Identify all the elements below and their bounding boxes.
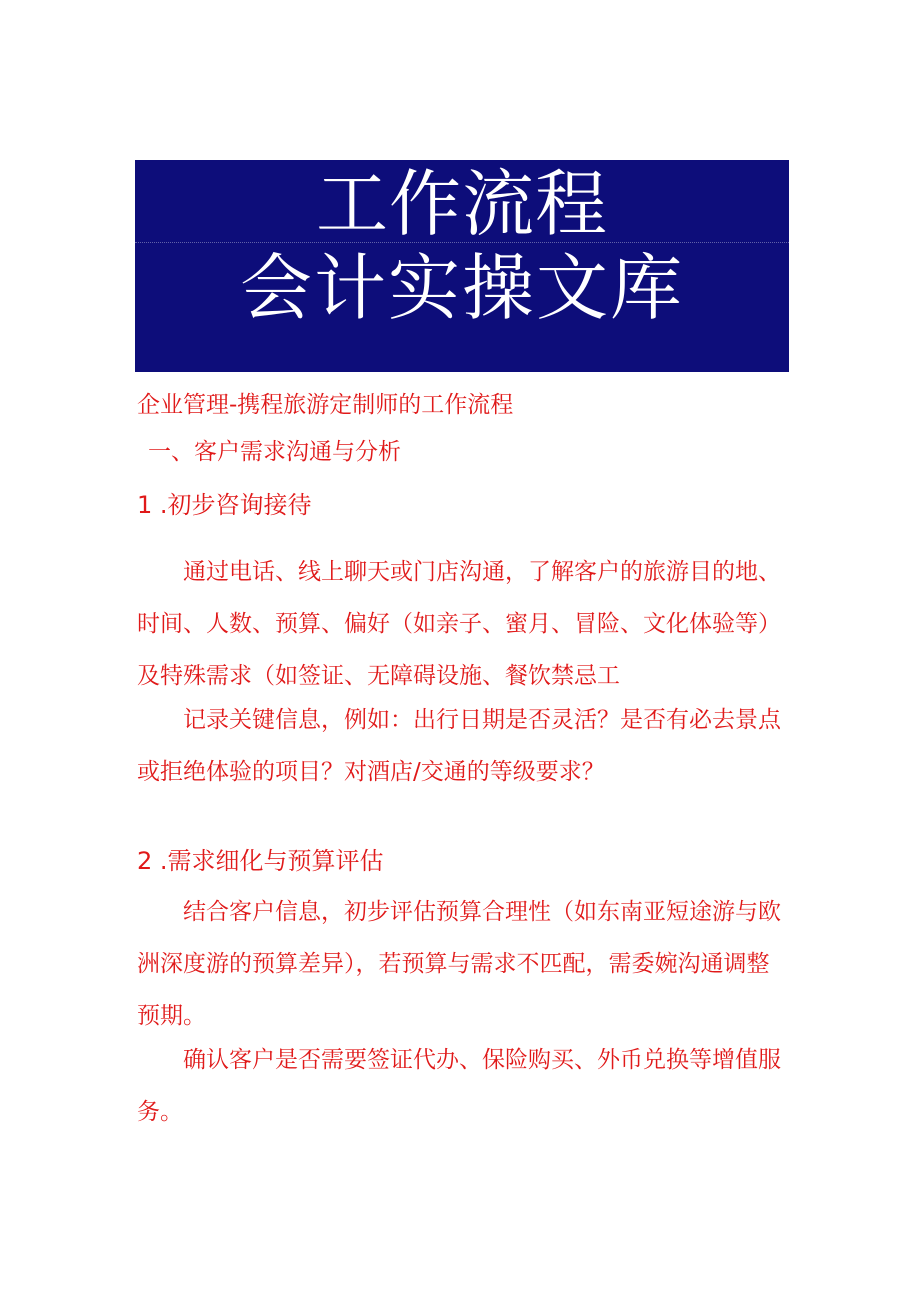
- banner-title-line2: 会计实操文库: [239, 246, 684, 330]
- banner-title-line1: 工作流程: [315, 162, 608, 246]
- document-title: 企业管理-携程旅游定制师的工作流程: [137, 392, 514, 418]
- paragraph-2: 记录关键信息，例如：出行日期是否灵活？是否有必去景点或拒绝体验的项目？对酒店/交通的等级要求？: [137, 707, 781, 785]
- paragraph-1: 通过电话、线上聊天或门店沟通，了解客户的旅游目的地、时间、人数、预算、偏好（如亲子、蜜月、冒险、文化体验等）及特殊需求（如签证、无障碍设施、餐饮禁忌工: [137, 559, 781, 689]
- subheading-2: 2 .需求细化与预算评估: [137, 847, 384, 875]
- section-heading-1: 一、客户需求沟通与分析: [148, 439, 401, 465]
- banner-divider: [135, 242, 789, 243]
- paragraph-4: 确认客户是否需要签证代办、保险购买、外币兑换等增值服务。: [137, 1047, 781, 1125]
- subheading-1: 1 .初步咨询接待: [137, 491, 312, 519]
- paragraph-3: 结合客户信息，初步评估预算合理性（如东南亚短途游与欧洲深度游的预算差异），若预算与需求不匹配，需委婉沟通调整预期。: [137, 899, 781, 1029]
- title-banner: [135, 160, 789, 372]
